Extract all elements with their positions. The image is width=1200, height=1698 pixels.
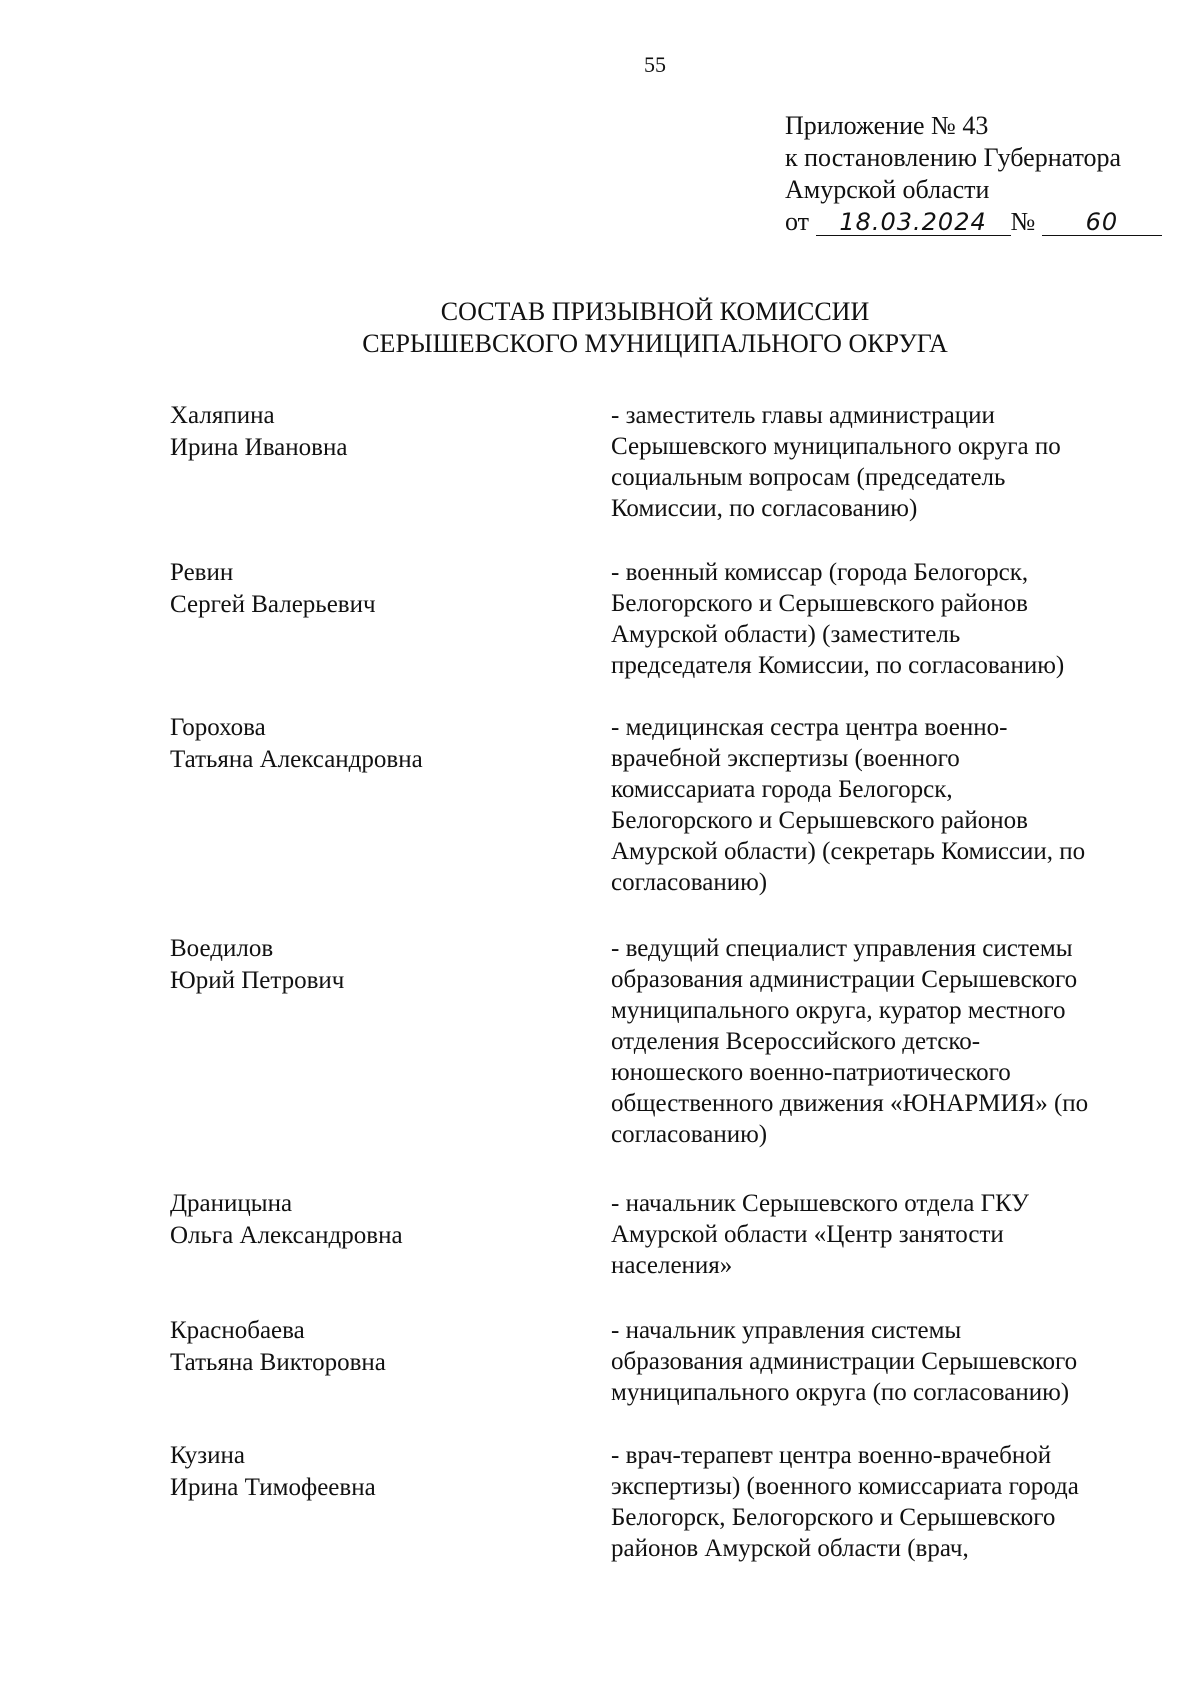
handwritten-date: 18.03.2024 (816, 209, 1011, 236)
member-surname: Воедилов (170, 935, 274, 962)
title-line-2: СЕРЫШЕВСКОГО МУНИЦИПАЛЬНОГО ОКРУГА (362, 329, 948, 358)
role-line: - военный комиссар (города Белогорск, (611, 559, 1029, 586)
page-number: 55 (644, 52, 666, 77)
member-given-names: Юрий Петрович (170, 967, 345, 994)
role-line: - начальник управления системы (611, 1317, 962, 1344)
role-line: отделения Всероссийского детско- (611, 1028, 981, 1055)
appendix-reference: к постановлению Губернатора (785, 143, 1122, 172)
handwritten-number: 60 (1042, 209, 1162, 236)
appendix-region: Амурской области (785, 175, 990, 204)
role-line: Белогорск, Белогорского и Серышевского (611, 1504, 1056, 1531)
role-line: - заместитель главы администрации (611, 402, 995, 429)
role-line: Амурской области) (заместитель (611, 621, 961, 648)
number-sign: № (1010, 207, 1036, 236)
appendix-date-line (785, 206, 1162, 238)
member-surname: Краснобаева (170, 1317, 305, 1344)
role-line: Белогорского и Серышевского районов (611, 807, 1028, 834)
role-line: председателя Комиссии, по согласованию) (611, 652, 1065, 679)
role-line: юношеского военно-патриотического (611, 1059, 1011, 1086)
role-line: согласованию) (611, 869, 768, 896)
role-line: муниципального округа (по согласованию) (611, 1379, 1070, 1406)
role-line: муниципального округа, куратор местного (611, 997, 1066, 1024)
member-name (170, 557, 590, 621)
member-given-names: Ольга Александровна (170, 1222, 403, 1249)
role-line: Комиссии, по согласованию) (611, 495, 918, 522)
role-line: комиссариата города Белогорск, (611, 776, 953, 803)
member-role (611, 1188, 1151, 1281)
role-line: районов Амурской области (врач, (611, 1535, 969, 1562)
role-line: общественного движения «ЮНАРМИЯ» (по (611, 1090, 1089, 1117)
role-line: врачебной экспертизы (военного (611, 745, 960, 772)
appendix-number: Приложение № 43 (785, 111, 989, 140)
title-line-1: СОСТАВ ПРИЗЫВНОЙ КОМИССИИ (440, 297, 870, 326)
role-line: - ведущий специалист управления системы (611, 935, 1073, 962)
member-given-names: Сергей Валерьевич (170, 591, 376, 618)
member-given-names: Татьяна Викторовна (170, 1349, 386, 1376)
role-line: экспертизы) (военного комиссариата города (611, 1473, 1079, 1500)
member-name (170, 400, 590, 464)
member-role (611, 712, 1151, 898)
document-title (0, 296, 1200, 360)
role-line: Амурской области) (секретарь Комиссии, по (611, 838, 1086, 865)
member-surname: Драницына (170, 1190, 293, 1217)
role-line: социальным вопросам (председатель (611, 464, 1006, 491)
role-line: образования администрации Серышевского (611, 1348, 1078, 1375)
member-role (611, 1315, 1151, 1408)
role-line: населения» (611, 1252, 733, 1279)
member-role (611, 1440, 1151, 1564)
member-given-names: Ирина Ивановна (170, 434, 348, 461)
role-line: Белогорского и Серышевского районов (611, 590, 1028, 617)
role-line: - начальник Серышевского отдела ГКУ (611, 1190, 1029, 1217)
member-name (170, 712, 590, 776)
role-line: образования администрации Серышевского (611, 966, 1078, 993)
member-name (170, 933, 590, 997)
date-prefix: от (785, 207, 810, 236)
member-name (170, 1315, 590, 1379)
member-given-names: Татьяна Александровна (170, 746, 423, 773)
member-given-names: Ирина Тимофеевна (170, 1474, 376, 1501)
member-role (611, 400, 1151, 524)
member-surname: Халяпина (170, 402, 275, 429)
member-surname: Кузина (170, 1442, 246, 1469)
role-line: согласованию) (611, 1121, 768, 1148)
role-line: Амурской области «Центр занятости (611, 1221, 1004, 1248)
member-role (611, 557, 1151, 681)
role-line: Серышевского муниципального округа по (611, 433, 1061, 460)
member-surname: Ревин (170, 559, 234, 586)
member-name (170, 1440, 590, 1504)
appendix-header (785, 110, 1162, 238)
member-name (170, 1188, 590, 1252)
role-line: - медицинская сестра центра военно- (611, 714, 1008, 741)
member-surname: Горохова (170, 714, 266, 741)
role-line: - врач-терапевт центра военно-врачебной (611, 1442, 1052, 1469)
member-role (611, 933, 1151, 1150)
